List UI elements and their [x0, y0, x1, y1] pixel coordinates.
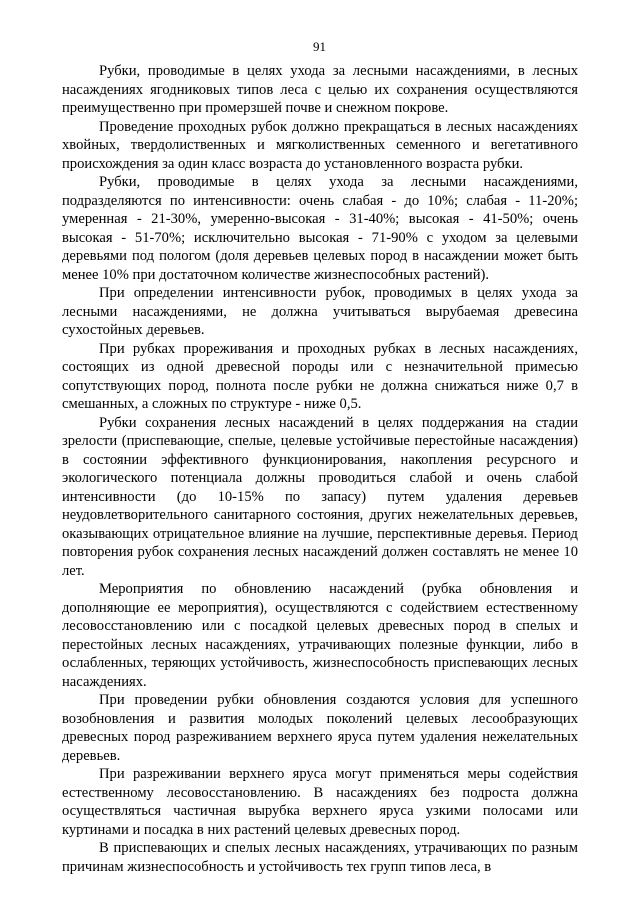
paragraph: При определении интенсивности рубок, проводимых в целях ухода за лесными насаждениями, не должна учитываться вырубаемая древесина сухостойных деревьев.	[62, 285, 578, 338]
paragraph: Рубки сохранения лесных насаждений в целях поддержания на стадии зрелости (приспевающие, спелые, целевые устойчивые перестойные насаждения) в состоянии эффективного функционирования, накопления ресурсного и экологического потенциала должны проводиться слабой и очень слабой интенсивности (до 10-15% по запасу) путем удаления деревьев неудовлетворительного санитарного состояния, других нежелательных деревьев, оказывающих отрицательное влияние на лучшие, перспективные деревья. Период повторения рубок сохранения лесных насаждений должен составлять не менее 10 лет.	[62, 414, 578, 579]
paragraph: Мероприятия по обновлению насаждений (рубка обновления и дополняющие ее мероприятия), осуществляются с содействием естественному лесовосстановлению или с посадкой целевых древесных пород в спелых и перестойных лесных насаждениях, утрачивающих полезные функции, либо в ослабленных, теряющих устойчивость, жизнеспособность приспевающих лесных насаждениях.	[62, 581, 578, 690]
paragraph: Рубки, проводимые в целях ухода за лесными насаждениями, подразделяются по интенсивности: очень слабая - до 10%; слабая - 11-20%; умеренная - 21-30%, умеренно-высокая - 31-40%; высокая - 41-50%; очень высокая - 51-70%; исключительно высокая - 71-90% с уходом за целевыми деревьями под пологом (доля деревьев целевых пород в насаждении может быть менее 10% при достаточном количестве жизнеспособных растений).	[62, 174, 578, 283]
paragraph: При проведении рубки обновления создаются условия для успешного возобновления и развития молодых поколений целевых лесообразующих древесных пород разреживанием верхнего яруса путем удаления нежелательных деревьев.	[62, 692, 578, 764]
paragraph: Проведение проходных рубок должно прекращаться в лесных насаждениях хвойных, твердолиственных и мягколиственных семенного и вегетативного происхождения за один класс возраста до установленного возраста рубки.	[62, 118, 578, 172]
paragraph: При рубках прореживания и проходных рубках в лесных насаждениях, состоящих из одной древесной породы или с незначительной примесью сопутствующих пород, полнота после рубки не должна снижаться ниже 0,7 в смешанных, а сложных по структуре - ниже 0,5.	[62, 340, 578, 412]
paragraph: При разреживании верхнего яруса могут применяться меры содействия естественному лесовосстановлению. В насаждениях без подроста должна осуществляться частичная вырубка верхнего яруса узкими полосами или куртинами и посадка в них растений целевых древесных пород.	[62, 766, 578, 838]
paragraph: Рубки, проводимые в целях ухода за лесными насаждениями, в лесных насаждениях ягодниковых типов леса с целью их сохранения осуществляются преимущественно при промерзшей почве и снежном покрове.	[62, 63, 578, 116]
paragraph: В приспевающих и спелых лесных насаждениях, утрачивающих по разным причинам жизнеспособность и устойчивость тех групп типов леса, в	[62, 840, 578, 875]
document-body	[62, 62, 578, 876]
page-number: 91	[313, 39, 326, 54]
